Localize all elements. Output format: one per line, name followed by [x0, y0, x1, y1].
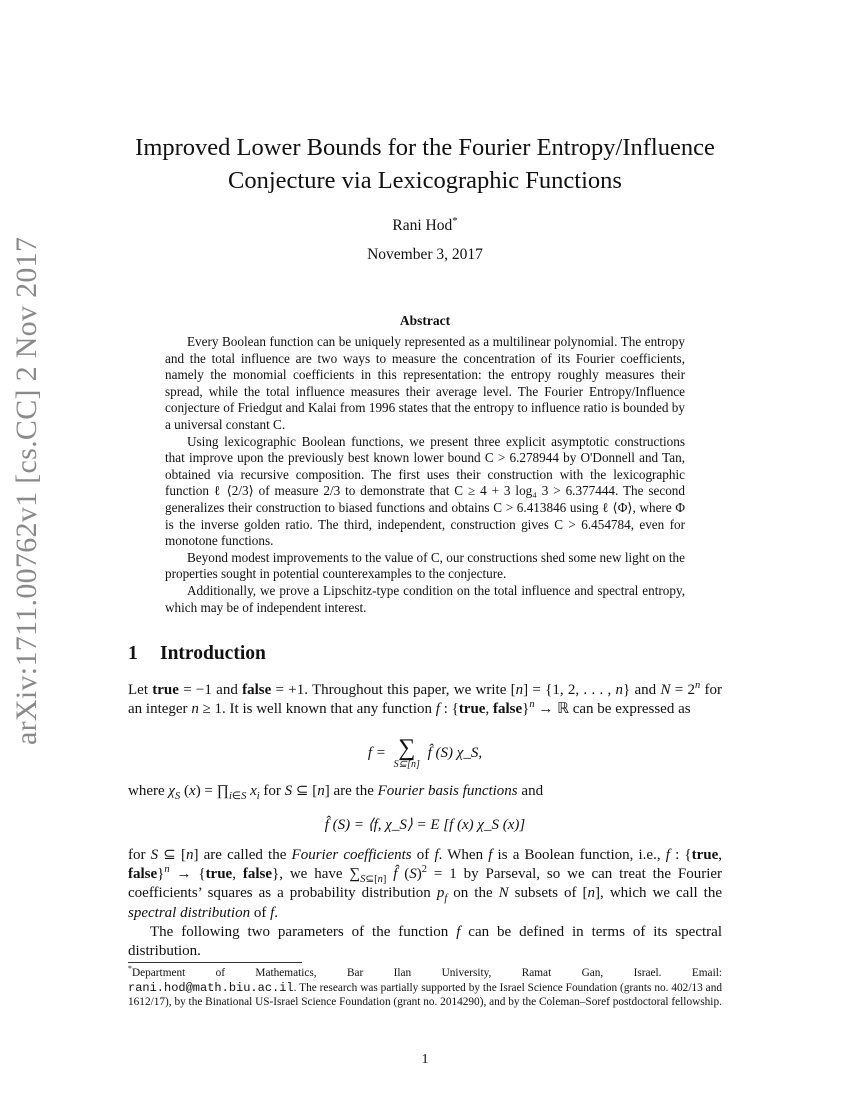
title-line-2: Conjecture via Lexicographic Functions [228, 167, 622, 194]
abstract [165, 334, 685, 616]
footnote-mark: * [128, 964, 132, 974]
intro-paragraph-basis: where $\chi_S$ $(x) = \prod_{i\in S}$ $x_i$ for S ⊆ [n] are the Fourier basis functions and [128, 783, 544, 802]
footnote-affiliation: Department of Mathematics, Bar Ilan University, Ramat Gan, Israel. Email: [131, 967, 722, 979]
author-footnote-mark: * [452, 214, 458, 227]
equation-fourier-coefficient [128, 815, 722, 834]
abstract-paragraph: Every Boolean function can be uniquely represented as a multilinear polynomial. The entropy and the total influence are two ways to measure the concentration of its Fourier coefficients, namely the monomial coefficients in this representation: the entropy roughly measures their spread, while the total influence measures their average level. The Fourier Entropy/Influence conjecture of Friedgut and Kalai from 1996 states that the entropy to influence ratio is bounded by a universal constant C. [165, 334, 685, 432]
sum-sign: ∑ [398, 735, 416, 761]
intro-paragraph-2: for S ⊆ [n] are called the Fourier coefficients of f. When f is a Boolean function, i.e., f : {true, false}$^n$ → {true, false}, we have $\sum_{S⊆[n]}$ f̂ $(S)^2 = 1$ by Parseval, so we can treat the Fourier coefficients’ squares as a probability distribution $p_f$ on the N subsets of [n], which we call the spectral distribution of f. The following two parameters of the function f can be defined in terms of its spectral distribution. [128, 847, 723, 960]
page-number: 1 [421, 1052, 429, 1067]
abstract-heading: Abstract [399, 313, 451, 328]
abstract-paragraph: Beyond modest improvements to the value of C, our constructions shed some new light on the properties sought in potential counterexamples to the conjecture. [165, 549, 685, 582]
sum-subscript: S⊆[n] [393, 759, 420, 770]
eq1-rhs: f̂ (S) χ_S, [427, 744, 483, 761]
equation-fourier-expansion [128, 737, 722, 770]
author-name: Rani Hod [392, 217, 453, 234]
footnote-funding: . The research was partially supported by the Israel Science Foundation (grants no. 402/13 and 1612/17), by the Binational US-Israel Science Foundation (grant no. 2014290), and by the Coleman–Soref postdoctoral fellowship. [128, 981, 722, 1009]
section-heading [128, 643, 266, 665]
author [0, 214, 850, 235]
footnote [128, 966, 722, 1010]
section-title: Introduction [160, 643, 266, 664]
footnote-email: rani.hod@math.biu.ac.il [128, 980, 294, 995]
intro-paragraph-1: Let true = −1 and false = +1. Throughout this paper, we write [n] = {1, 2, . . . , n} and $N = 2^n$ for an integer n ≥ 1. It is well known that any function f : {true, false}$^n$ → ℝ can be expressed as [128, 680, 723, 718]
arxiv-identifier-stamp: arXiv:1711.00762v1 [cs.CC] 2 Nov 2017 [10, 236, 43, 745]
abstract-paragraph: Additionally, we prove a Lipschitz-type condition on the total influence and spectral entropy, which may be of independent interest. [165, 582, 685, 615]
title-line-1: Improved Lower Bounds for the Fourier Entropy/Influence [135, 134, 715, 161]
abstract-paragraph: Using lexicographic Boolean functions, we present three explicit asymptotic constructions that improve upon the previously best known lower bound C > 6.278944 by O'Donnell and Tan, obtained via recursive composition. The first uses their construction with the lexicographic function ℓ ⟨2/3⟩ of measure 2/3 to demonstrate that C ≥ 4 + 3 log₄ 3 > 6.377444. The second generalizes their construction to biased functions and obtains C > 6.413846 using ℓ ⟨Φ⟩, where Φ is the inverse golden ratio. The third, independent, construction gives C > 6.454784, even for monotone functions. [165, 433, 685, 549]
eq2-text: f̂ (S) = ⟨f, χ_S⟩ = E [f (x) χ_S (x)] [324, 817, 526, 833]
eq1-lhs: f = [367, 744, 386, 761]
paper-title [80, 131, 770, 197]
summation [394, 737, 420, 770]
date: November 3, 2017 [367, 246, 483, 263]
footnote-rule [128, 962, 302, 963]
section-number: 1 [128, 643, 138, 664]
